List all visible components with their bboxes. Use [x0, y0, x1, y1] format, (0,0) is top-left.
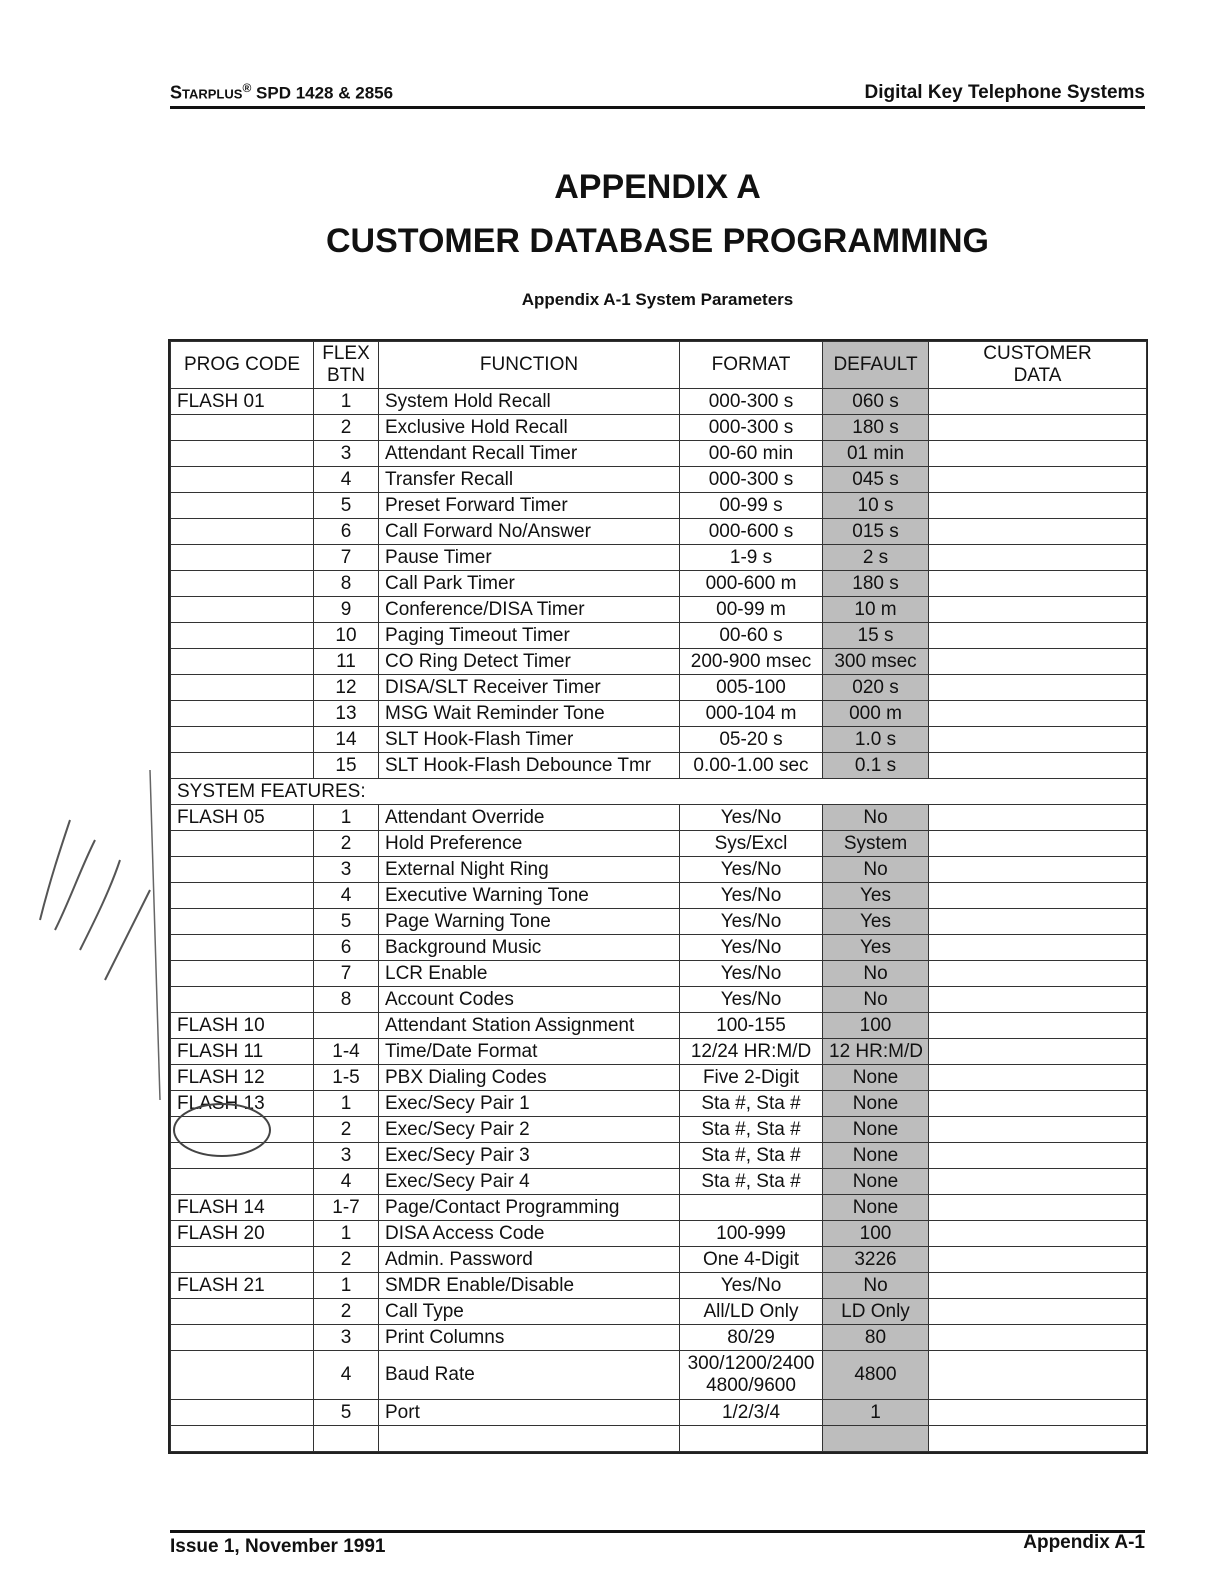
cell-customer-data[interactable] [929, 1325, 1147, 1351]
cell-customer-data[interactable] [929, 415, 1147, 441]
cell-flex-btn: 3 [314, 1325, 379, 1351]
cell-customer-data[interactable] [929, 623, 1147, 649]
cell-prog-code: FLASH 12 [171, 1065, 314, 1091]
table-row [171, 1351, 1147, 1400]
registered-mark: ® [242, 81, 252, 96]
page-header [170, 78, 1145, 109]
cell-format: 000-600 s [680, 519, 823, 545]
cell-prog-code [171, 857, 314, 883]
cell-function: Conference/DISA Timer [379, 597, 680, 623]
cell-default: 000 m [823, 701, 929, 727]
cell-customer-data[interactable] [929, 649, 1147, 675]
cell-function: CO Ring Detect Timer [379, 649, 680, 675]
cell-format: 300/1200/2400 4800/9600 [680, 1351, 823, 1400]
cell-prog-code [171, 1169, 314, 1195]
appendix-subject: CUSTOMER DATABASE PROGRAMMING [326, 222, 989, 260]
cell-default: None [823, 1195, 929, 1221]
cell-prog-code [171, 1351, 314, 1400]
cell-format: One 4-Digit [680, 1247, 823, 1273]
table-row [171, 987, 1147, 1013]
cell-customer-data[interactable] [929, 467, 1147, 493]
cell-default: 100 [823, 1013, 929, 1039]
cell-flex-btn [314, 1013, 379, 1039]
table-row [171, 1247, 1147, 1273]
cell-customer-data[interactable] [929, 961, 1147, 987]
table-row [171, 961, 1147, 987]
cell-format: Sta #, Sta # [680, 1169, 823, 1195]
col-prog-code: PROG CODE [171, 342, 314, 389]
cell-prog-code [171, 1426, 314, 1452]
cell-format: Yes/No [680, 909, 823, 935]
cell-format: Sys/Excl [680, 831, 823, 857]
cell-format: Yes/No [680, 857, 823, 883]
cell-prog-code [171, 441, 314, 467]
cell-customer-data[interactable] [929, 857, 1147, 883]
table-row [171, 389, 1147, 415]
cell-format [680, 1195, 823, 1221]
cell-customer-data[interactable] [929, 1195, 1147, 1221]
table-row [171, 909, 1147, 935]
cell-prog-code [171, 571, 314, 597]
cell-format: 100-155 [680, 1013, 823, 1039]
table-row [171, 675, 1147, 701]
table-row [171, 1013, 1147, 1039]
cell-format: Yes/No [680, 1273, 823, 1299]
cell-flex-btn: 1-4 [314, 1039, 379, 1065]
col-function: FUNCTION [379, 342, 680, 389]
cell-default: No [823, 805, 929, 831]
section-row [171, 779, 1147, 805]
cell-format: 000-300 s [680, 467, 823, 493]
cell-flex-btn: 2 [314, 1247, 379, 1273]
cell-function: Attendant Override [379, 805, 680, 831]
cell-flex-btn: 6 [314, 519, 379, 545]
cell-customer-data[interactable] [929, 805, 1147, 831]
cell-flex-btn: 2 [314, 1117, 379, 1143]
cell-format: Sta #, Sta # [680, 1117, 823, 1143]
cell-flex-btn: 4 [314, 883, 379, 909]
table-caption: Appendix A-1 System Parameters [521, 290, 794, 309]
cell-function [379, 1426, 680, 1452]
table-row [171, 727, 1147, 753]
cell-format: 80/29 [680, 1325, 823, 1351]
cell-prog-code [171, 1247, 314, 1273]
cell-function: Hold Preference [379, 831, 680, 857]
cell-flex-btn: 10 [314, 623, 379, 649]
cell-customer-data[interactable] [929, 675, 1147, 701]
cell-default: No [823, 987, 929, 1013]
cell-format: 000-104 m [680, 701, 823, 727]
cell-flex-btn: 2 [314, 831, 379, 857]
cell-customer-data[interactable] [929, 831, 1147, 857]
cell-flex-btn: 3 [314, 857, 379, 883]
cell-prog-code [171, 675, 314, 701]
cell-prog-code: FLASH 13 [171, 1091, 314, 1117]
cell-default: 060 s [823, 389, 929, 415]
cell-prog-code [171, 1400, 314, 1426]
cell-format: Yes/No [680, 935, 823, 961]
cell-format: 00-99 s [680, 493, 823, 519]
cell-customer-data[interactable] [929, 597, 1147, 623]
cell-prog-code: FLASH 21 [171, 1273, 314, 1299]
cell-default: 1 [823, 1400, 929, 1426]
cell-customer-data[interactable] [929, 987, 1147, 1013]
cell-prog-code [171, 545, 314, 571]
cell-function: Preset Forward Timer [379, 493, 680, 519]
cell-flex-btn: 2 [314, 415, 379, 441]
tail-rows [171, 1351, 1147, 1452]
timer-rows [171, 389, 1147, 779]
cell-prog-code [171, 623, 314, 649]
section-row-group [171, 779, 1147, 805]
table-row [171, 1195, 1147, 1221]
cell-prog-code [171, 883, 314, 909]
cell-function: DISA Access Code [379, 1221, 680, 1247]
table-row [171, 1117, 1147, 1143]
cell-function: Background Music [379, 935, 680, 961]
cell-default: Yes [823, 909, 929, 935]
cell-default: 015 s [823, 519, 929, 545]
cell-function: Baud Rate [379, 1351, 680, 1400]
cell-customer-data[interactable] [929, 493, 1147, 519]
table-row [171, 1143, 1147, 1169]
table-row [171, 805, 1147, 831]
cell-default: 0.1 s [823, 753, 929, 779]
cell-customer-data[interactable] [929, 1247, 1147, 1273]
cell-format: 00-60 min [680, 441, 823, 467]
cell-function: Page Warning Tone [379, 909, 680, 935]
cell-format: 100-999 [680, 1221, 823, 1247]
cell-flex-btn: 1 [314, 805, 379, 831]
cell-default: None [823, 1169, 929, 1195]
cell-prog-code [171, 1299, 314, 1325]
cell-flex-btn: 8 [314, 987, 379, 1013]
cell-function: System Hold Recall [379, 389, 680, 415]
cell-flex-btn: 7 [314, 961, 379, 987]
cell-customer-data[interactable] [929, 727, 1147, 753]
cell-default: 2 s [823, 545, 929, 571]
cell-flex-btn: 13 [314, 701, 379, 727]
cell-format: 000-300 s [680, 415, 823, 441]
table-row [171, 1221, 1147, 1247]
table-row [171, 883, 1147, 909]
cell-prog-code [171, 909, 314, 935]
cell-default: 80 [823, 1325, 929, 1351]
cell-function: Executive Warning Tone [379, 883, 680, 909]
col-format: FORMAT [680, 342, 823, 389]
cell-customer-data[interactable] [929, 1426, 1147, 1452]
table-row [171, 597, 1147, 623]
cell-function: Exec/Secy Pair 3 [379, 1143, 680, 1169]
cell-default: LD Only [823, 1299, 929, 1325]
cell-prog-code [171, 1143, 314, 1169]
cell-function: SLT Hook-Flash Timer [379, 727, 680, 753]
table-row [171, 1400, 1147, 1426]
section-label: SYSTEM FEATURES: [171, 779, 1147, 805]
cell-format: 12/24 HR:M/D [680, 1039, 823, 1065]
cell-format: 000-300 s [680, 389, 823, 415]
table-row [171, 1169, 1147, 1195]
cell-function: Call Type [379, 1299, 680, 1325]
cell-customer-data[interactable] [929, 1143, 1147, 1169]
table-row [171, 545, 1147, 571]
cell-flex-btn: 1 [314, 1273, 379, 1299]
cell-prog-code [171, 649, 314, 675]
cell-function: Attendant Station Assignment [379, 1013, 680, 1039]
cell-customer-data[interactable] [929, 701, 1147, 727]
table-row [171, 519, 1147, 545]
cell-default: 10 m [823, 597, 929, 623]
cell-default: 12 HR:M/D [823, 1039, 929, 1065]
cell-format: 1-9 s [680, 545, 823, 571]
cell-default: 4800 [823, 1351, 929, 1400]
cell-customer-data[interactable] [929, 1117, 1147, 1143]
cell-prog-code [171, 493, 314, 519]
table-row [171, 1273, 1147, 1299]
cell-prog-code [171, 987, 314, 1013]
cell-function: Exec/Secy Pair 1 [379, 1091, 680, 1117]
cell-format: Yes/No [680, 883, 823, 909]
cell-customer-data[interactable] [929, 909, 1147, 935]
cell-flex-btn: 2 [314, 1299, 379, 1325]
cell-prog-code [171, 597, 314, 623]
cell-prog-code [171, 961, 314, 987]
table-row [171, 649, 1147, 675]
cell-prog-code [171, 415, 314, 441]
cell-flex-btn: 12 [314, 675, 379, 701]
cell-prog-code [171, 727, 314, 753]
model-name: SPD 1428 & 2856 [256, 84, 394, 103]
cell-function: MSG Wait Reminder Tone [379, 701, 680, 727]
cell-function: DISA/SLT Receiver Timer [379, 675, 680, 701]
cell-format: 005-100 [680, 675, 823, 701]
cell-flex-btn: 6 [314, 935, 379, 961]
table-row [171, 1091, 1147, 1117]
cell-default: 10 s [823, 493, 929, 519]
table-row [171, 1065, 1147, 1091]
cell-function: Print Columns [379, 1325, 680, 1351]
cell-customer-data[interactable] [929, 935, 1147, 961]
cell-default: No [823, 857, 929, 883]
cell-format: 200-900 msec [680, 649, 823, 675]
cell-customer-data[interactable] [929, 571, 1147, 597]
cell-customer-data[interactable] [929, 1351, 1147, 1400]
cell-default: None [823, 1143, 929, 1169]
col-customer-data: CUSTOMER DATA [929, 342, 1147, 389]
header-category: Digital Key Telephone Systems [864, 82, 1145, 103]
cell-default: No [823, 961, 929, 987]
cell-function: Time/Date Format [379, 1039, 680, 1065]
table-row [171, 831, 1147, 857]
cell-format: 05-20 s [680, 727, 823, 753]
cell-prog-code: FLASH 20 [171, 1221, 314, 1247]
cell-customer-data[interactable] [929, 519, 1147, 545]
cell-prog-code [171, 831, 314, 857]
cell-flex-btn [314, 1426, 379, 1452]
table-row [171, 1039, 1147, 1065]
cell-function: Exec/Secy Pair 2 [379, 1117, 680, 1143]
cell-format: All/LD Only [680, 1299, 823, 1325]
cell-prog-code [171, 1325, 314, 1351]
cell-default: Yes [823, 883, 929, 909]
cell-default: None [823, 1117, 929, 1143]
cell-default: None [823, 1091, 929, 1117]
cell-format [680, 1426, 823, 1452]
cell-customer-data[interactable] [929, 753, 1147, 779]
header-product [170, 81, 393, 104]
table-row [171, 571, 1147, 597]
cell-customer-data[interactable] [929, 1091, 1147, 1117]
cell-function: Transfer Recall [379, 467, 680, 493]
cell-function: SLT Hook-Flash Debounce Tmr [379, 753, 680, 779]
table-row [171, 1299, 1147, 1325]
cell-prog-code: FLASH 01 [171, 389, 314, 415]
cell-flex-btn: 15 [314, 753, 379, 779]
cell-flex-btn: 9 [314, 597, 379, 623]
appendix-title: APPENDIX A [554, 168, 761, 206]
cell-prog-code: FLASH 14 [171, 1195, 314, 1221]
cell-prog-code: FLASH 11 [171, 1039, 314, 1065]
cell-flex-btn: 3 [314, 1143, 379, 1169]
table-header-row [171, 342, 1147, 389]
issue-date: Issue 1, November 1991 [170, 1536, 386, 1557]
table-row [171, 701, 1147, 727]
cell-prog-code: FLASH 10 [171, 1013, 314, 1039]
cell-default: System [823, 831, 929, 857]
cell-function: LCR Enable [379, 961, 680, 987]
cell-function: Port [379, 1400, 680, 1426]
cell-customer-data[interactable] [929, 545, 1147, 571]
page-number: Appendix A-1 [1023, 1532, 1145, 1553]
cell-default [823, 1426, 929, 1452]
table-row [171, 623, 1147, 649]
cell-flex-btn: 1 [314, 389, 379, 415]
cell-format: 00-99 m [680, 597, 823, 623]
cell-default: No [823, 1273, 929, 1299]
cell-default: 020 s [823, 675, 929, 701]
cell-default: 045 s [823, 467, 929, 493]
cell-prog-code: FLASH 05 [171, 805, 314, 831]
cell-format: Five 2-Digit [680, 1065, 823, 1091]
cell-format: Yes/No [680, 961, 823, 987]
cell-default: 01 min [823, 441, 929, 467]
cell-flex-btn: 5 [314, 1400, 379, 1426]
table-row [171, 857, 1147, 883]
cell-customer-data[interactable] [929, 1039, 1147, 1065]
cell-function: Exec/Secy Pair 4 [379, 1169, 680, 1195]
cell-customer-data[interactable] [929, 1013, 1147, 1039]
cell-flex-btn: 4 [314, 1169, 379, 1195]
cell-function: Pause Timer [379, 545, 680, 571]
cell-flex-btn: 11 [314, 649, 379, 675]
cell-default: 3226 [823, 1247, 929, 1273]
cell-prog-code [171, 467, 314, 493]
cell-flex-btn: 1 [314, 1221, 379, 1247]
cell-function: Admin. Password [379, 1247, 680, 1273]
cell-default: 15 s [823, 623, 929, 649]
cell-customer-data[interactable] [929, 1169, 1147, 1195]
blank-row [171, 1426, 1147, 1452]
table-row [171, 1325, 1147, 1351]
cell-function: Call Forward No/Answer [379, 519, 680, 545]
cell-customer-data[interactable] [929, 883, 1147, 909]
cell-format: Sta #, Sta # [680, 1091, 823, 1117]
cell-format: Yes/No [680, 987, 823, 1013]
cell-format: 0.00-1.00 sec [680, 753, 823, 779]
brand-name: Starplus [170, 83, 243, 103]
cell-format: 00-60 s [680, 623, 823, 649]
cell-prog-code [171, 1117, 314, 1143]
cell-customer-data[interactable] [929, 389, 1147, 415]
cell-default: 1.0 s [823, 727, 929, 753]
cell-customer-data[interactable] [929, 1400, 1147, 1426]
col-default: DEFAULT [823, 342, 929, 389]
cell-function: SMDR Enable/Disable [379, 1273, 680, 1299]
cell-function: Paging Timeout Timer [379, 623, 680, 649]
footer-rule [170, 1530, 1145, 1533]
cell-flex-btn: 8 [314, 571, 379, 597]
cell-flex-btn: 4 [314, 467, 379, 493]
cell-function: Attendant Recall Timer [379, 441, 680, 467]
cell-function: Exclusive Hold Recall [379, 415, 680, 441]
cell-prog-code [171, 701, 314, 727]
cell-format: Sta #, Sta # [680, 1143, 823, 1169]
table-row [171, 753, 1147, 779]
col-flex-btn: FLEX BTN [314, 342, 379, 389]
cell-default: 180 s [823, 571, 929, 597]
cell-format: 000-600 m [680, 571, 823, 597]
cell-function: Page/Contact Programming [379, 1195, 680, 1221]
cell-default: None [823, 1065, 929, 1091]
table-row [171, 935, 1147, 961]
table-row [171, 493, 1147, 519]
cell-flex-btn: 4 [314, 1351, 379, 1400]
cell-customer-data[interactable] [929, 1299, 1147, 1325]
cell-flex-btn: 1-7 [314, 1195, 379, 1221]
cell-default: 180 s [823, 415, 929, 441]
cell-flex-btn: 14 [314, 727, 379, 753]
table-row [171, 441, 1147, 467]
cell-format: 1/2/3/4 [680, 1400, 823, 1426]
system-parameters-table [168, 339, 1148, 1454]
cell-flex-btn: 1-5 [314, 1065, 379, 1091]
cell-format: Yes/No [680, 805, 823, 831]
cell-flex-btn: 7 [314, 545, 379, 571]
table-row [171, 415, 1147, 441]
cell-flex-btn: 1 [314, 1091, 379, 1117]
cell-prog-code [171, 753, 314, 779]
table-row [171, 467, 1147, 493]
cell-customer-data[interactable] [929, 1273, 1147, 1299]
cell-default: 300 msec [823, 649, 929, 675]
cell-flex-btn: 5 [314, 493, 379, 519]
cell-flex-btn: 3 [314, 441, 379, 467]
cell-function: PBX Dialing Codes [379, 1065, 680, 1091]
cell-prog-code [171, 519, 314, 545]
cell-function: Call Park Timer [379, 571, 680, 597]
feature-rows [171, 805, 1147, 1351]
cell-prog-code [171, 935, 314, 961]
cell-customer-data[interactable] [929, 1065, 1147, 1091]
cell-customer-data[interactable] [929, 1221, 1147, 1247]
cell-customer-data[interactable] [929, 441, 1147, 467]
cell-default: Yes [823, 935, 929, 961]
cell-function: External Night Ring [379, 857, 680, 883]
cell-function: Account Codes [379, 987, 680, 1013]
cell-flex-btn: 5 [314, 909, 379, 935]
cell-default: 100 [823, 1221, 929, 1247]
